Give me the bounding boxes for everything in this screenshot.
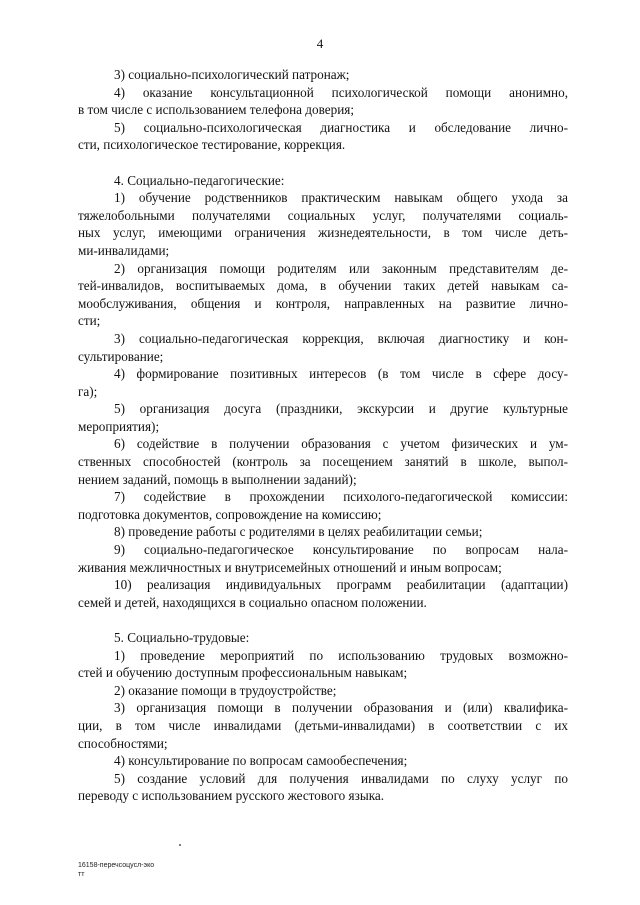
text-line: 4) формирование позитивных интересов (в том числе в сфере досу- bbox=[114, 366, 568, 382]
text-line: 5) социально-психологическая диагностика и обследование лично- bbox=[114, 119, 568, 135]
text-line: живания межличностных и внутрисемейных отношений и иным вопросам; bbox=[78, 559, 502, 575]
text-line: 7) содействие в прохождении психолого-педагогической комиссии: bbox=[114, 489, 568, 505]
paragraph bbox=[78, 541, 568, 576]
text-line: 10) реализация индивидуальных программ реабилитации (адаптации) bbox=[114, 577, 568, 593]
text-line: сти; bbox=[78, 313, 101, 329]
paragraph bbox=[78, 435, 568, 488]
paragraph bbox=[78, 647, 568, 682]
section-gap bbox=[78, 154, 568, 172]
text-line: сти, психологическое тестирование, коррекция. bbox=[78, 137, 346, 153]
text-line: ми-инвалидами; bbox=[78, 242, 170, 258]
text-line: 2) организация помощи родителям или законным представителям де- bbox=[114, 260, 568, 276]
paragraph bbox=[78, 330, 568, 365]
text-line: 9) социально-педагогическое консультирование по вопросам нала- bbox=[114, 542, 568, 558]
text-line: ных услуг, имеющими ограничения жизнедеятельности, в том числе деть- bbox=[78, 225, 568, 241]
text-line: га); bbox=[78, 383, 98, 399]
paragraph bbox=[78, 260, 568, 330]
paragraph bbox=[78, 752, 568, 770]
text-line: 1) проведение мероприятий по использованию трудовых возможно- bbox=[114, 647, 568, 663]
footer-file-reference: 16158-перечсоцусл-эко bbox=[78, 862, 155, 869]
scan-dot-mark bbox=[179, 844, 181, 846]
text-line: 5) организация досуга (праздники, экскурсии и другие культурные bbox=[114, 401, 568, 417]
paragraph bbox=[78, 189, 568, 259]
text-line: 1) обучение родственников практическим навыкам общего ухода за bbox=[114, 190, 568, 206]
text-line: 4) консультирование по вопросам самообеспечения; bbox=[114, 753, 408, 769]
text-line: 8) проведение работы с родителями в целях реабилитации семьи; bbox=[114, 524, 483, 540]
document-body bbox=[78, 66, 568, 805]
paragraph bbox=[78, 84, 568, 119]
text-line: 3) социально-психологический патронаж; bbox=[114, 67, 350, 82]
text-line: 4. Социально-педагогические: bbox=[114, 172, 285, 188]
paragraph bbox=[78, 629, 568, 647]
text-line: ции, в том числе инвалидами (детьми-инвалидами) в соответствии с их bbox=[78, 717, 568, 733]
text-line: мероприятия); bbox=[78, 418, 160, 434]
text-line: тяжелобольными получателями социальных услуг, получателями социаль- bbox=[78, 207, 568, 223]
paragraph bbox=[78, 365, 568, 400]
text-line: в том числе с использованием телефона доверия; bbox=[78, 102, 354, 118]
text-line: 5) создание условий для получения инвалидами по слуху услуг по bbox=[114, 770, 568, 786]
text-line: 3) организация помощи в получении образования и (или) квалифика- bbox=[114, 700, 568, 716]
page-number: 4 bbox=[316, 36, 324, 51]
section-gap bbox=[78, 611, 568, 629]
paragraph bbox=[78, 488, 568, 523]
text-line: ственных способностей (контроль за посещением занятий в школе, выпол- bbox=[78, 454, 568, 470]
text-line: мообслуживания, общения и контроля, направленных на развитие лично- bbox=[78, 295, 568, 311]
text-line: тей-инвалидов, воспитываемых дома, в обучении таких детей навыкам са- bbox=[78, 278, 568, 294]
text-line: нением заданий, помощь в выполнении заданий); bbox=[78, 471, 357, 487]
paragraph bbox=[78, 400, 568, 435]
text-line: способностями; bbox=[78, 735, 168, 751]
document-footer bbox=[78, 861, 154, 879]
text-line: сультирование; bbox=[78, 348, 164, 364]
paragraph bbox=[78, 172, 568, 190]
paragraph bbox=[78, 66, 568, 84]
paragraph bbox=[78, 119, 568, 154]
text-line: подготовка документов, сопровождение на комиссию; bbox=[78, 506, 382, 522]
text-line: 6) содействие в получении образования с учетом физических и ум- bbox=[114, 436, 568, 452]
paragraph bbox=[78, 523, 568, 541]
text-line: стей и обучению доступным профессиональным навыкам; bbox=[78, 665, 408, 681]
paragraph bbox=[78, 699, 568, 752]
text-line: 2) оказание помощи в трудоустройстве; bbox=[114, 682, 337, 698]
text-line: 5. Социально-трудовые: bbox=[114, 630, 250, 645]
text-line: семей и детей, находящихся в социально опасном положении. bbox=[78, 594, 427, 610]
paragraph bbox=[78, 770, 568, 805]
footer-file-suffix: тт bbox=[78, 871, 85, 878]
paragraph bbox=[78, 576, 568, 611]
paragraph bbox=[78, 682, 568, 700]
text-line: переводу с использованием русского жестового языка. bbox=[78, 788, 385, 804]
text-line: 4) оказание консультационной психологической помощи анонимно, bbox=[114, 84, 568, 100]
text-line: 3) социально-педагогическая коррекция, включая диагностику и кон- bbox=[114, 330, 568, 346]
